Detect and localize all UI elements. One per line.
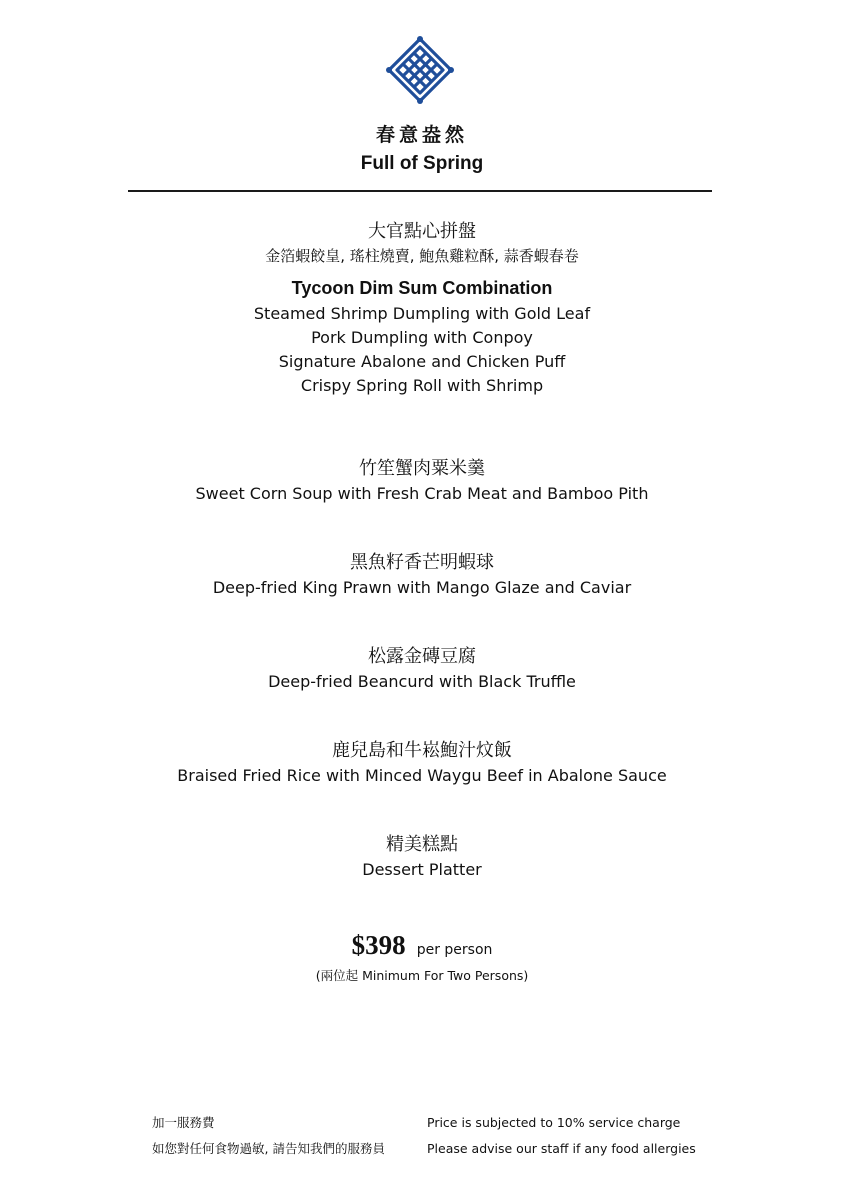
price-amount: $398 xyxy=(351,930,406,960)
course-name-english: Sweet Corn Soup with Fresh Crab Meat and Bamboo Pith xyxy=(195,484,649,503)
course-name-chinese: 鹿兒島和牛崧鮑汁炆飯 xyxy=(332,740,512,761)
course-dessert xyxy=(0,832,844,882)
course-name-english: Tycoon Dim Sum Combination xyxy=(291,278,553,298)
service-charge-english: Price is subjected to 10% service charge xyxy=(427,1115,681,1130)
price-line xyxy=(0,930,844,961)
course-item-english: Pork Dumpling with Conpoy xyxy=(311,328,533,347)
course-name-english: Dessert Platter xyxy=(362,860,482,879)
course-item-english: Steamed Shrimp Dumpling with Gold Leaf xyxy=(253,304,591,323)
course-name-english: Deep-fried Beancurd with Black Truffle xyxy=(268,672,576,691)
allergy-note-chinese: 如您對任何食物過敏, 請告知我們的服務員 xyxy=(152,1141,385,1156)
course-item-english: Signature Abalone and Chicken Puff xyxy=(278,352,566,371)
course-name-chinese: 松露金磚豆腐 xyxy=(368,646,476,667)
price-unit: per person xyxy=(416,942,493,958)
course-soup xyxy=(0,456,844,506)
course-item-english: Crispy Spring Roll with Shrimp xyxy=(300,376,544,395)
endless-knot-logo-icon xyxy=(386,36,454,104)
course-name-english: Braised Fried Rice with Minced Waygu Beef in Abalone Sauce xyxy=(177,766,667,785)
title-divider xyxy=(128,190,712,192)
allergy-note-english: Please advise our staff if any food allergies xyxy=(427,1141,696,1156)
course-items-chinese: 金箔蝦餃皇, 瑤柱燒賣, 鮑魚雞粒酥, 蒜香蝦春卷 xyxy=(265,247,579,265)
course-name-chinese: 大官點心拼盤 xyxy=(368,221,476,242)
course-dim-sum xyxy=(0,219,844,398)
minimum-persons-note: (兩位起 Minimum For Two Persons) xyxy=(315,968,529,983)
course-name-chinese: 精美糕點 xyxy=(386,834,458,855)
menu-title-english: Full of Spring xyxy=(360,153,484,174)
course-name-english: Deep-fried King Prawn with Mango Glaze and Caviar xyxy=(212,578,632,597)
course-name-chinese: 竹笙蟹肉粟米羹 xyxy=(359,458,485,479)
service-charge-chinese: 加一服務費 xyxy=(152,1115,215,1130)
course-beancurd xyxy=(0,644,844,694)
course-prawn xyxy=(0,550,844,600)
menu-title-chinese: 春意盎然 xyxy=(375,124,468,146)
course-name-chinese: 黑魚籽香芒明蝦球 xyxy=(350,552,494,573)
course-rice xyxy=(0,738,844,788)
